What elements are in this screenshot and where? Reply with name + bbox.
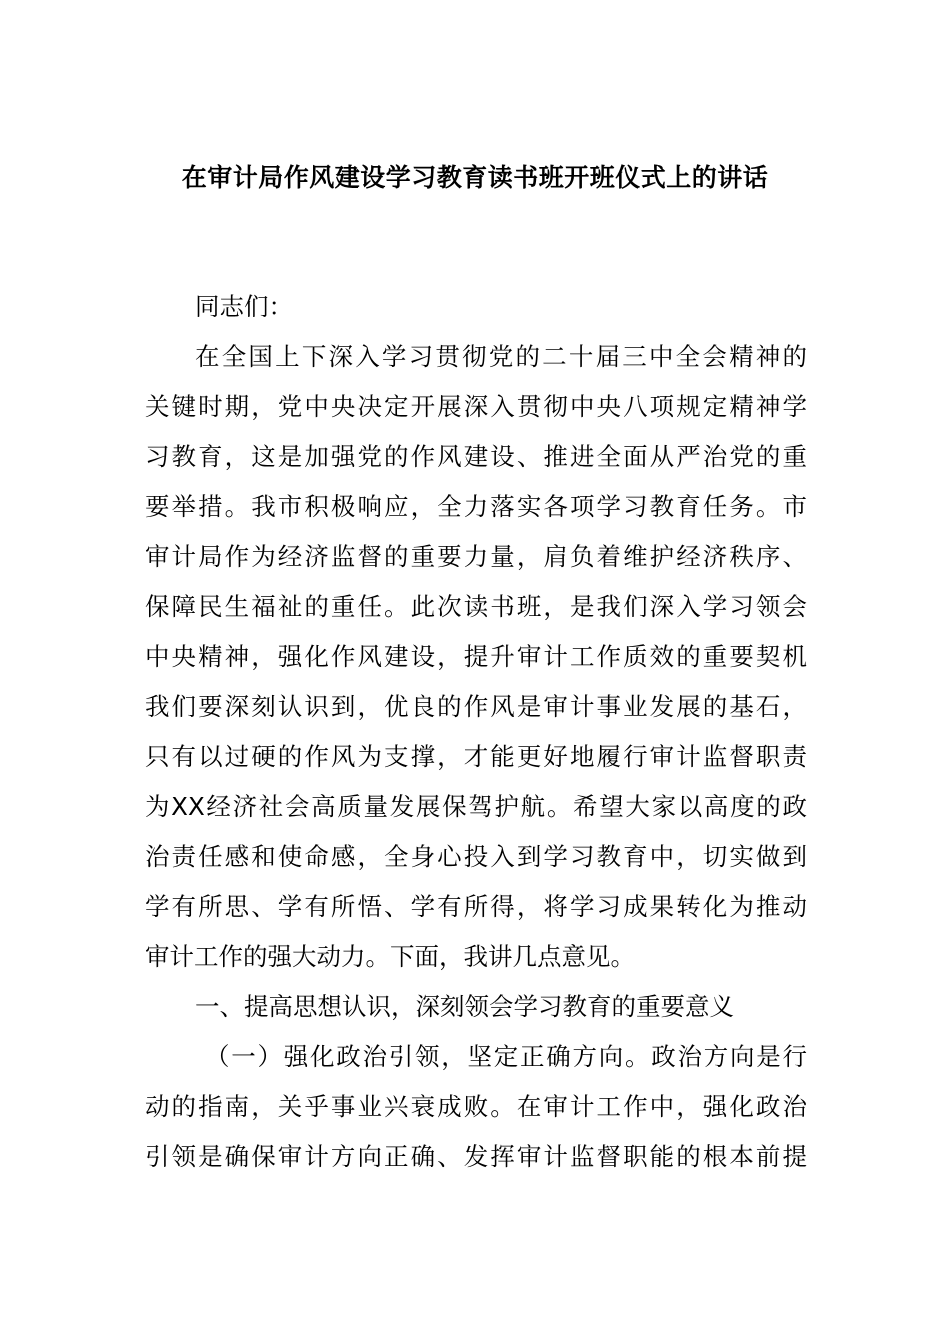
paragraph-line: 只有以过硬的作风为支撑，才能更好地履行审计监督职责 bbox=[145, 742, 807, 771]
section-heading: 一、提高思想认识，深刻领会学习教育的重要意义 bbox=[195, 992, 734, 1021]
paragraph-line: 关键时期，党中央决定开展深入贯彻中央八项规定精神学 bbox=[145, 392, 807, 421]
subsection-line: （一）强化政治引领，坚定正确方向。政治方向是行 bbox=[205, 1042, 807, 1071]
paragraph-line: 我们要深刻认识到，优良的作风是审计事业发展的基石， bbox=[145, 692, 807, 721]
paragraph-line: 中央精神，强化作风建设，提升审计工作质效的重要契机 bbox=[145, 642, 807, 671]
paragraph-line: 要举措。我市积极响应，全力落实各项学习教育任务。市 bbox=[145, 492, 807, 521]
paragraph-line: 学有所思、学有所悟、学有所得，将学习成果转化为推动 bbox=[145, 892, 807, 921]
paragraph-line: 审计局作为经济监督的重要力量，肩负着维护经济秩序、 bbox=[145, 542, 807, 571]
paragraph-line: 习教育，这是加强党的作风建设、推进全面从严治党的重 bbox=[145, 442, 807, 471]
paragraph-line: 保障民生福祉的重任。此次读书班，是我们深入学习领会 bbox=[145, 592, 807, 621]
paragraph-line: 引领是确保审计方向正确、发挥审计监督职能的根本前提 bbox=[145, 1142, 807, 1171]
document-title: 在审计局作风建设学习教育读书班开班仪式上的讲话 bbox=[181, 163, 769, 192]
paragraph-line: 在全国上下深入学习贯彻党的二十届三中全会精神的 bbox=[195, 342, 807, 371]
paragraph-line: 审计工作的强大动力。下面，我讲几点意见。 bbox=[145, 942, 635, 971]
salutation-line: 同志们： bbox=[195, 292, 293, 321]
document-body bbox=[145, 282, 807, 1182]
paragraph-line: 治责任感和使命感，全身心投入到学习教育中，切实做到 bbox=[145, 842, 807, 871]
paragraph-line: 为XX经济社会高质量发展保驾护航。希望大家以高度的政 bbox=[145, 792, 807, 821]
paragraph-line: 动的指南，关乎事业兴衰成败。在审计工作中，强化政治 bbox=[145, 1092, 807, 1121]
